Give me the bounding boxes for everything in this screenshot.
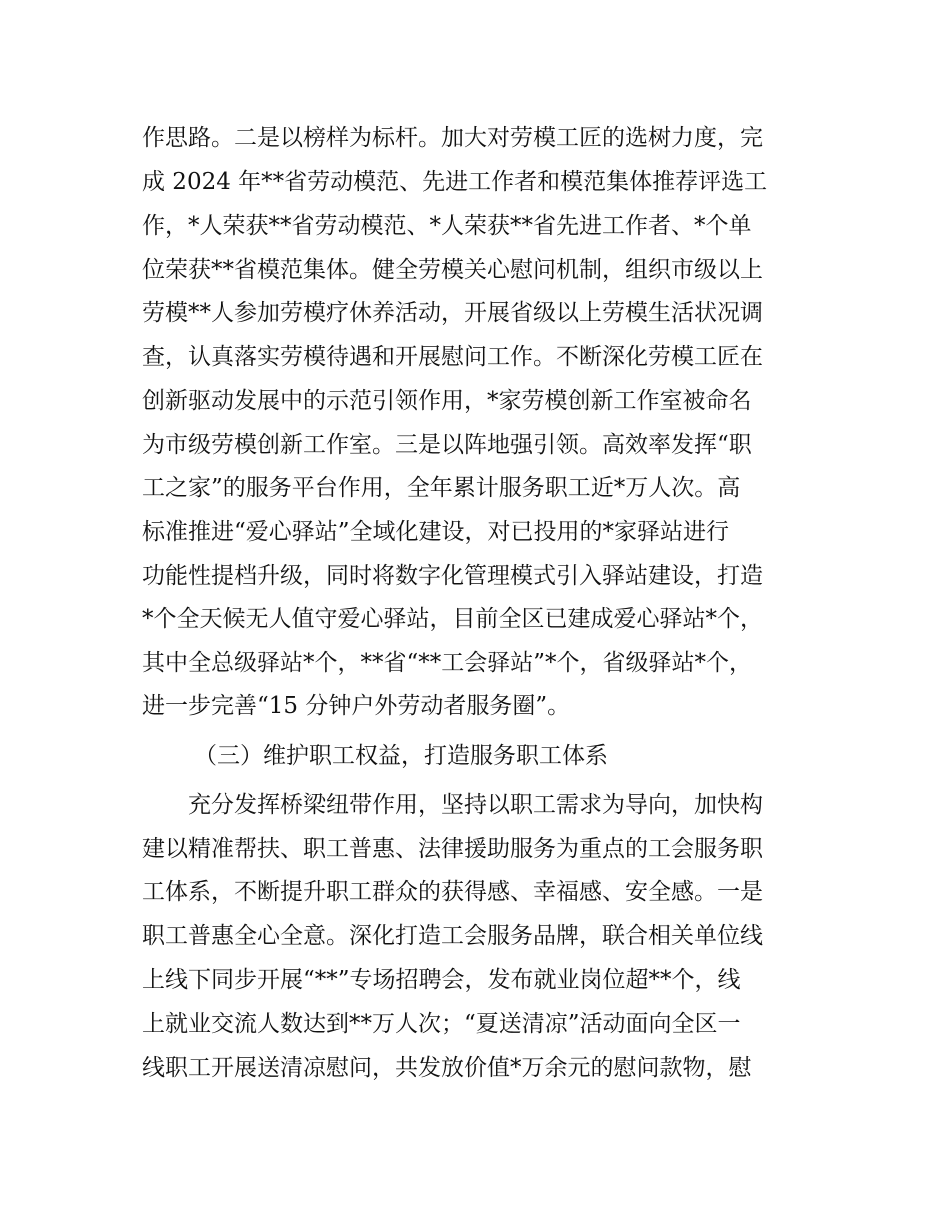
text-line: 工体系，不断提升职工群众的获得感、幸福感、安全感。一是 bbox=[142, 879, 763, 905]
text-line: 创新驱动发展中的示范引领作用，*家劳模创新工作室被命名 bbox=[142, 388, 752, 414]
text-line: 线职工开展送清凉慰问，共发放价值*万余元的慰问款物，慰 bbox=[142, 1055, 752, 1081]
text-line: 充分发挥桥梁纽带作用，坚持以职工需求为导向，加快构 bbox=[188, 792, 763, 818]
text-line: 上就业交流人数达到**万人次；“夏送清凉”活动面向全区一 bbox=[142, 1011, 741, 1037]
text-line: 标准推进“爱心驿站”全域化建设，对已投用的*家驿站进行 bbox=[142, 519, 730, 545]
text-line: 职工普惠全心全意。深化打造工会服务品牌，联合相关单位线 bbox=[142, 923, 763, 949]
text-line: *个全天候无人值守爱心驿站，目前全区已建成爱心驿站*个， bbox=[142, 606, 763, 632]
text-line: 其中全总级驿站*个，**省“**工会驿站”*个，省级驿站*个， bbox=[142, 650, 753, 676]
text-line: 为市级劳模创新工作室。三是以阵地强引领。高效率发挥“职 bbox=[142, 432, 752, 458]
text-line: 工之家”的服务平台作用，全年累计服务职工近*万人次。高 bbox=[142, 475, 741, 501]
text-line: 作思路。二是以榜样为标杆。加大对劳模工匠的选树力度，完 bbox=[142, 125, 763, 151]
section-heading: （三）维护职工权益，打造服务职工体系 bbox=[194, 743, 608, 769]
text-line: 上线下同步开展“**”专场招聘会，发布就业岗位超**个，线 bbox=[142, 967, 741, 993]
text-line: 劳模**人参加劳模疗休养活动，开展省级以上劳模生活状况调 bbox=[142, 300, 763, 326]
text-line: 进一步完善“15 分钟户外劳动者服务圈”。 bbox=[142, 693, 571, 719]
text-line: 建以精准帮扶、职工普惠、法律援助服务为重点的工会服务职 bbox=[142, 836, 763, 862]
text-line: 位荣获**省模范集体。健全劳模关心慰问机制，组织市级以上 bbox=[142, 257, 763, 283]
text-line: 成 2024 年**省劳动模范、先进工作者和模范集体推荐评选工 bbox=[142, 169, 768, 195]
text-line: 功能性提档升级，同时将数字化管理模式引入驿站建设，打造 bbox=[142, 563, 763, 589]
text-line: 作，*人荣获**省劳动模范、*人荣获**省先进工作者、*个单 bbox=[142, 213, 752, 239]
text-line: 查，认真落实劳模待遇和开展慰问工作。不断深化劳模工匠在 bbox=[142, 344, 763, 370]
